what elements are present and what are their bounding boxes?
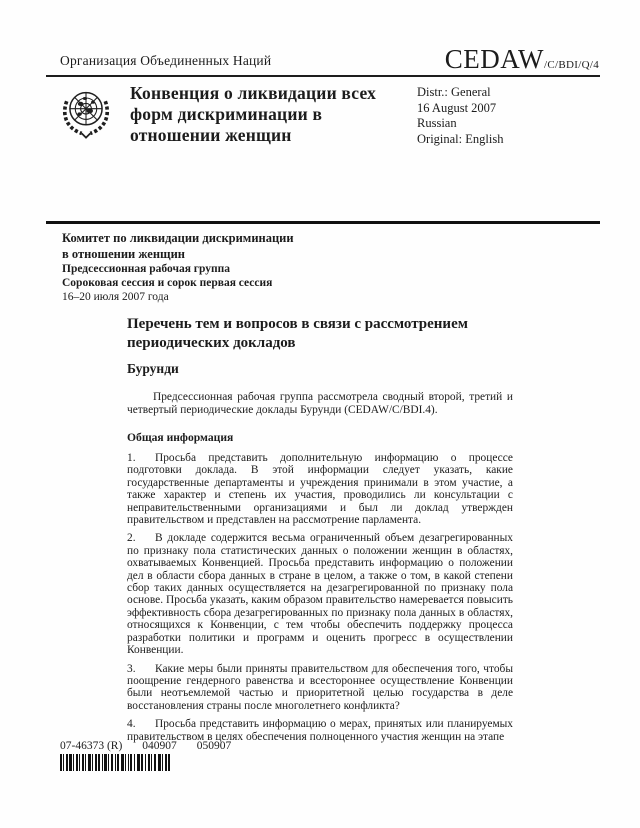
working-group: Предсессионная рабочая группа bbox=[62, 263, 231, 275]
distribution-block bbox=[417, 85, 503, 147]
document-title: Перечень тем и вопросов в связи с рассмотрением периодических докладов bbox=[127, 316, 468, 351]
organization-name: Организация Объединенных Наций bbox=[60, 53, 272, 68]
job-number: 07-46373 (R) bbox=[60, 740, 123, 752]
intro-paragraph: Предсессионная рабочая группа рассмотрела сводный второй, третий и четвертый периодические доклады Бурунди (CEDAW/C/BDI.4). bbox=[127, 391, 513, 416]
un-emblem-icon bbox=[56, 83, 116, 143]
paragraph-1 bbox=[127, 452, 513, 526]
document-symbol-suffix: /C/BDI/Q/4 bbox=[544, 59, 599, 71]
paragraph-2 bbox=[127, 532, 513, 656]
committee-name-line1: Комитет по ликвидации дискриминации bbox=[62, 231, 294, 245]
barcode bbox=[60, 754, 172, 771]
distr-date: 16 August 2007 bbox=[417, 100, 497, 115]
paragraph-3-text: Какие меры были приняты правительством для обеспечения того, чтобы поощрение гендерного равенства и всестороннее осуществление Конвенции были неотъемлемой частью и приоритетной целью государства в деле восстановления страны после многолетнего конфликта? bbox=[127, 662, 513, 712]
paragraph-4-text: Просьба представить информацию о мерах, принятых или планируемых правительством в целях обеспечения полноценного участия женщин на этапе bbox=[127, 718, 513, 743]
footer-job-line bbox=[60, 740, 231, 752]
header-divider bbox=[46, 75, 600, 77]
distr-original-language: Original: English bbox=[417, 131, 504, 146]
session-dates: 16–20 июля 2007 года bbox=[62, 291, 169, 303]
committee-name-line2: в отношении женщин bbox=[62, 247, 185, 261]
paragraph-2-number: 2. bbox=[127, 532, 136, 545]
paragraph-1-number: 1. bbox=[127, 452, 136, 464]
paragraph-4-number: 4. bbox=[127, 718, 136, 731]
document-symbol bbox=[445, 44, 599, 75]
paragraph-3-number: 3. bbox=[127, 662, 136, 675]
section-heading: Общая информация bbox=[127, 431, 234, 444]
footer-code-1: 040907 bbox=[142, 740, 177, 752]
country-heading: Бурунди bbox=[127, 361, 179, 376]
session-title: Сороковая сессия и сорок первая сессия bbox=[62, 277, 273, 289]
convention-title: Конвенция о ликвидации всех форм дискриминации в отношении женщин bbox=[130, 83, 377, 145]
paragraph-1-text: Просьба представить дополнительную информацию о процессе подготовки доклада. В этой информации следует указать, какие государственные департаменты и учреждения принимали в этом участие, а также характер и степень их участия, проводились ли консультации с неправительственными организациями и был ли доклад утвержден правительством и представлен на рассмотрение парламента. bbox=[127, 452, 513, 527]
paragraph-3 bbox=[127, 663, 513, 713]
document-symbol-main: CEDAW bbox=[444, 44, 545, 74]
committee-block bbox=[62, 230, 294, 304]
footer-code-2: 050907 bbox=[196, 740, 232, 752]
paragraph-2-text: В докладе содержится весьма ограниченный объем дезагрегированных по признаку пола статистических данных о положении женщин в областях, охватываемых Конвенцией. Просьба представить информацию о положении дел в области сбора данных в стране в целом, а также о том, в какой степени сбор таких данных осуществляется на дезагрегированной по признаку пола основе. Просьба указать, каким образом правительство намеревается повысить эффективность сбора дезагрегированных по признаку пола данных в областях, относящихся к Конвенции, с тем чтобы обеспечить поддержку процесса разработки политики и программ и оценить прогресс в осуществлении Конвенции. bbox=[127, 532, 513, 657]
distr-language: Russian bbox=[417, 116, 457, 130]
distr-type: Distr.: General bbox=[417, 85, 491, 99]
main-content bbox=[127, 315, 513, 749]
section-divider bbox=[46, 221, 600, 224]
